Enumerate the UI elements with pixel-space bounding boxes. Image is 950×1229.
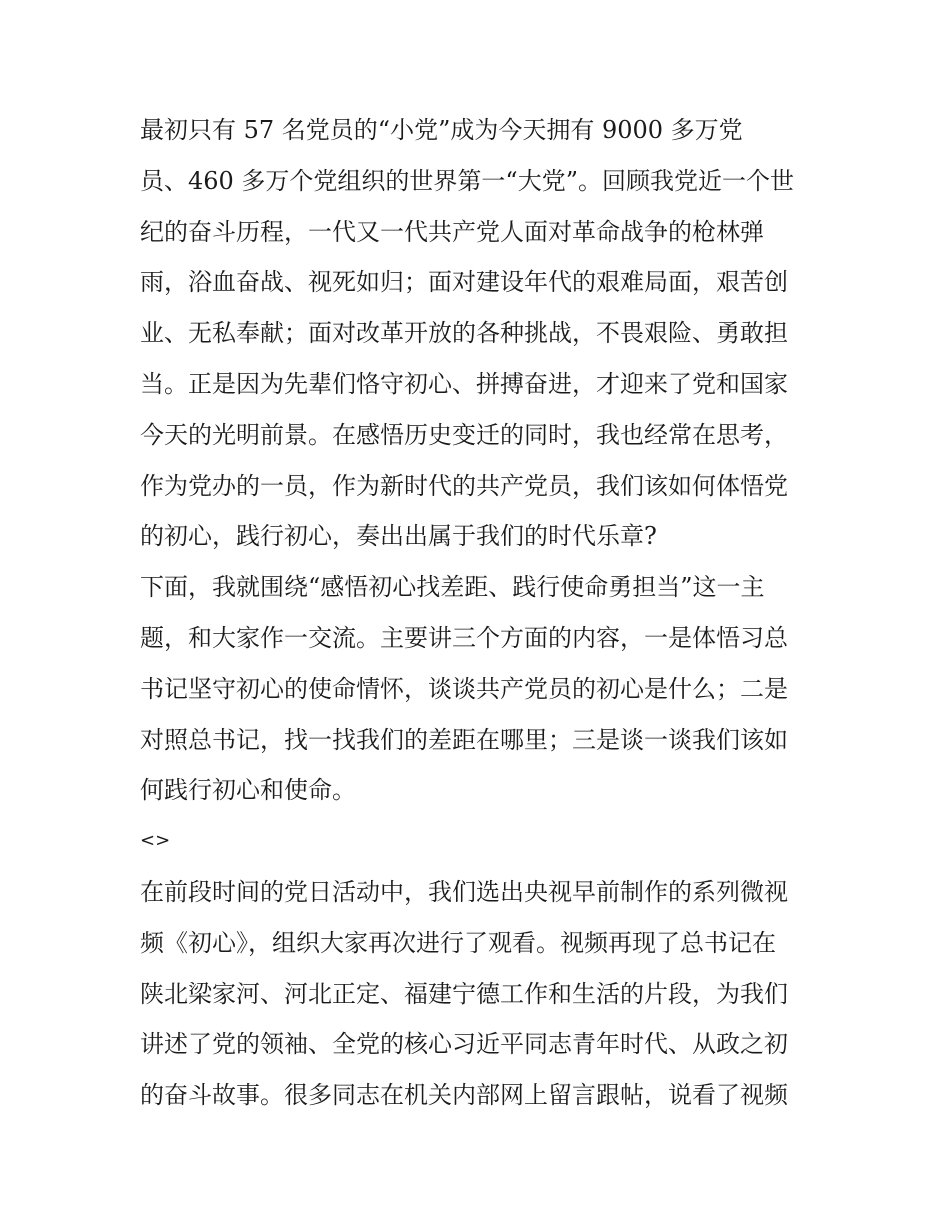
text-line: 书记坚守初心的使命情怀，谈谈共产党员的初心是什么；二是: [140, 674, 788, 703]
text-line: 纪的奋斗历程，一代又一代共产党人面对革命战争的枪林弹: [140, 217, 764, 246]
text-line: 作为党办的一员，作为新时代的共产党员，我们该如何体悟党: [140, 471, 788, 500]
section-marker: <>: [140, 830, 171, 852]
text-line: 何践行初心和使命。: [140, 776, 356, 805]
body-text: [140, 105, 820, 1121]
text-line: 频《初心》，组织大家再次进行了观看。视频再现了总书记在: [140, 928, 776, 957]
text-line: 员、460 多万个党组织的世界第一“大党”。回顾我党近一个世: [140, 166, 794, 195]
text-line: 下面，我就围绕“感悟初心找差距、践行使命勇担当”这一主: [140, 573, 765, 602]
text-line: 今天的光明前景。在感悟历史变迁的同时，我也经常在思考，: [140, 420, 788, 449]
text-line: 题，和大家作一交流。主要讲三个方面的内容，一是体悟习总: [140, 623, 788, 652]
text-line: 对照总书记，找一找我们的差距在哪里；三是谈一谈我们该如: [140, 725, 788, 754]
text-line: 最初只有 57 名党员的“小党”成为今天拥有 9000 多万党: [140, 116, 743, 144]
text-line: 讲述了党的领袖、全党的核心习近平同志青年时代、从政之初: [140, 1030, 788, 1059]
text-line: 陕北梁家河、河北正定、福建宁德工作和生活的片段，为我们: [140, 979, 788, 1008]
text-line: 当。正是因为先辈们恪守初心、拼搏奋进，才迎来了党和国家: [140, 369, 788, 398]
text-line: 雨，浴血奋战、视死如归；面对建设年代的艰难局面，艰苦创: [140, 268, 788, 297]
text-line: 在前段时间的党日活动中，我们选出央视早前制作的系列微视: [140, 877, 788, 906]
text-line: 的奋斗故事。很多同志在机关内部网上留言跟帖，说看了视频: [140, 1081, 788, 1110]
text-line: 的初心，践行初心，奏出出属于我们的时代乐章?: [140, 522, 657, 551]
text-line: 业、无私奉献；面对改革开放的各种挑战，不畏艰险、勇敢担: [140, 319, 788, 348]
